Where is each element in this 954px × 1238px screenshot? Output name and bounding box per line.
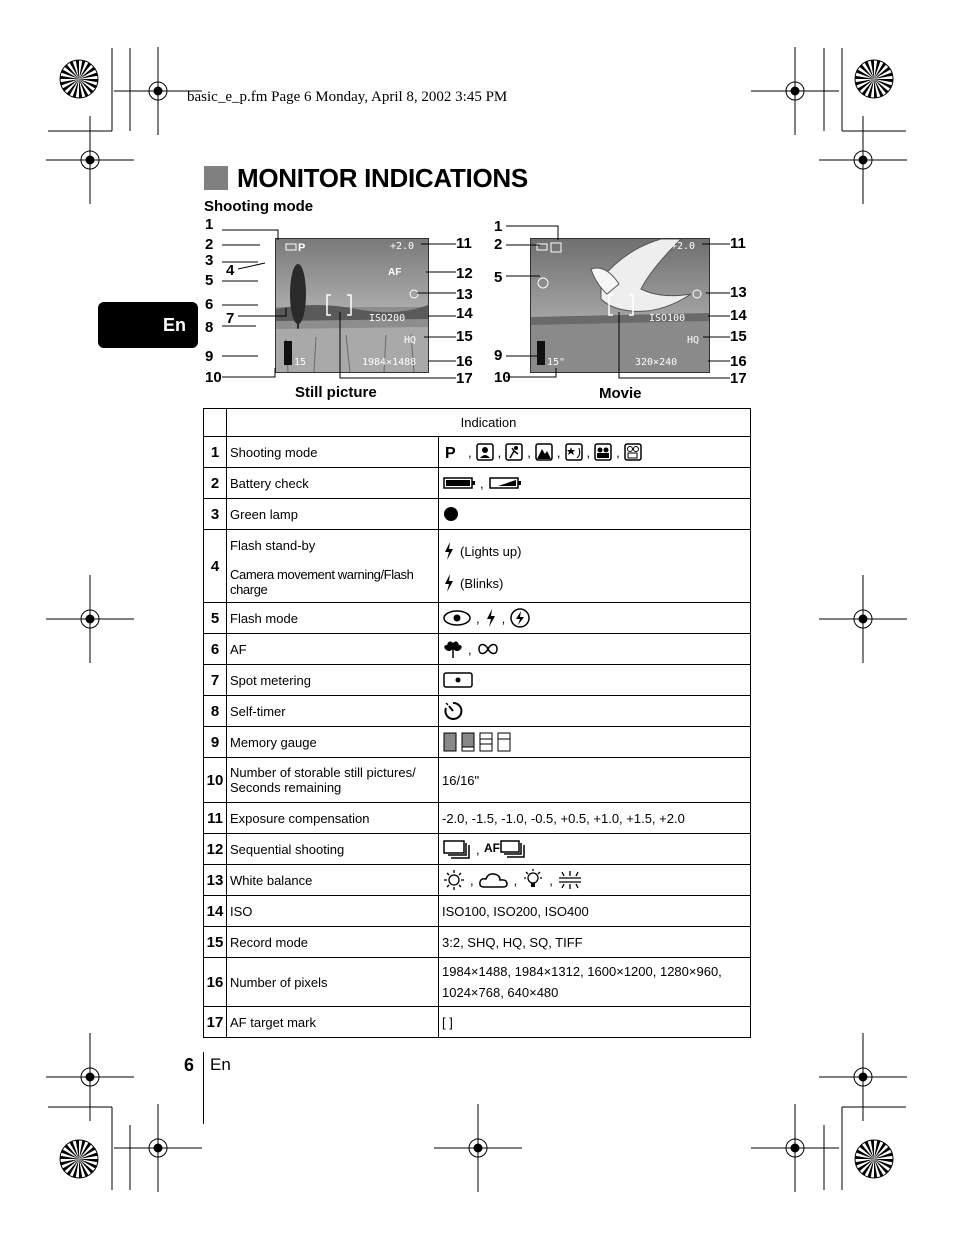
footer-divider	[203, 1052, 204, 1124]
row-number: 16	[204, 958, 227, 1007]
indication-cell	[439, 958, 751, 1007]
svg-text:P: P	[445, 445, 456, 460]
row-number: 1	[204, 437, 227, 468]
battery-full-icon	[442, 476, 476, 490]
movie-pixels-text: 320×240	[635, 357, 678, 368]
indication-text: 3:2, SHQ, HQ, SQ, TIFF	[442, 934, 583, 950]
callout-number: 15	[730, 328, 747, 345]
table-row	[204, 696, 751, 727]
row-number: 3	[204, 499, 227, 530]
item-name: Flash mode	[227, 603, 439, 634]
indication-cell	[439, 696, 751, 727]
callout-number: 1	[205, 216, 214, 233]
still-count-text: 15	[294, 357, 307, 368]
callout-number: 15	[456, 328, 473, 345]
indication-cell	[439, 927, 751, 958]
row-number: 8	[204, 696, 227, 727]
table-row	[204, 865, 751, 896]
row-number: 13	[204, 865, 227, 896]
item-name: Exposure compensation	[227, 803, 439, 834]
tungsten-icon	[521, 869, 545, 891]
callout-number: 5	[205, 272, 214, 289]
red-eye-icon	[442, 609, 472, 627]
indication-cell	[439, 665, 751, 696]
indication-cell: P , , , , , ,	[439, 437, 751, 468]
indication-cell	[439, 803, 751, 834]
table-row	[204, 530, 751, 603]
flash-standby-text: (Lights up)	[460, 543, 522, 559]
movie-icon	[624, 443, 642, 461]
callout-number: 9	[494, 347, 503, 364]
indication-text-2: 1024×768, 640×480	[442, 985, 559, 1000]
row-number: 17	[204, 1007, 227, 1038]
indication-cell: , AF	[439, 834, 751, 865]
self-timer-icon	[442, 700, 464, 722]
indication-text: 16/16"	[442, 772, 480, 788]
item-name: Self-timer	[227, 696, 439, 727]
table-row	[204, 927, 751, 958]
callout-lines	[0, 0, 954, 420]
movie-caption: Movie	[599, 385, 642, 402]
table-row	[204, 1007, 751, 1038]
table-row	[204, 665, 751, 696]
item-name	[227, 530, 439, 603]
indication-text: -2.0, -1.5, -1.0, -0.5, +0.5, +1.0, +1.5, +2.0	[442, 810, 685, 826]
indication-cell: , ,	[439, 603, 751, 634]
night-scene-icon	[565, 443, 583, 461]
af-sequential-icon	[484, 839, 528, 859]
sports-icon	[505, 443, 523, 461]
row-number: 9	[204, 727, 227, 758]
item-name: Spot metering	[227, 665, 439, 696]
footer-language: En	[210, 1055, 231, 1074]
table-row	[204, 896, 751, 927]
indication-text: [ ]	[442, 1014, 453, 1030]
flash-charge-text: (Blinks)	[460, 575, 504, 591]
callout-number: 3	[205, 252, 214, 269]
callout-number: 14	[456, 305, 473, 322]
section-subtitle: Shooting mode	[204, 198, 314, 215]
indication-cell: ,	[439, 468, 751, 499]
item-name: Number of storable still pictures/ Seconds remaining	[227, 758, 439, 803]
item-name: Green lamp	[227, 499, 439, 530]
item-name: Memory gauge	[227, 727, 439, 758]
callout-number: 10	[205, 369, 222, 386]
row-number: 12	[204, 834, 227, 865]
memory-gauge-icon	[442, 731, 514, 753]
battery-low-icon	[488, 476, 522, 490]
item-name: Shooting mode	[227, 437, 439, 468]
page-title: MONITOR INDICATIONS	[237, 163, 528, 193]
spot-metering-icon	[442, 671, 474, 689]
table-row	[204, 758, 751, 803]
callout-number: 11	[730, 235, 746, 252]
callout-number: 17	[456, 370, 473, 387]
landscape-icon	[535, 443, 553, 461]
self-portrait-icon	[594, 443, 612, 461]
still-af-text: AF	[388, 267, 402, 278]
callout-number: 9	[205, 348, 214, 365]
item-name-primary: Flash stand-by	[230, 538, 316, 553]
callout-number: 16	[456, 353, 473, 370]
indication-cell	[439, 896, 751, 927]
indication-cell	[439, 727, 751, 758]
table-row	[204, 958, 751, 1007]
callout-number: 12	[456, 265, 473, 282]
indication-cell	[439, 1007, 751, 1038]
item-name-secondary: Camera movement warning/Flash charge	[230, 567, 414, 597]
flash-off-icon	[509, 607, 531, 629]
flash-charge-icon	[442, 573, 456, 593]
row-number: 10	[204, 758, 227, 803]
item-name: Number of pixels	[227, 958, 439, 1007]
row-number: 11	[204, 803, 227, 834]
movie-exposure-text: +2.0	[671, 241, 696, 252]
callout-number: 5	[494, 269, 503, 286]
item-name: Record mode	[227, 927, 439, 958]
table-row	[204, 727, 751, 758]
portrait-icon	[476, 443, 494, 461]
callout-number: 11	[456, 235, 472, 252]
row-number: 14	[204, 896, 227, 927]
callout-number: 1	[494, 218, 503, 235]
indication-cell	[439, 758, 751, 803]
program-icon	[442, 444, 464, 460]
page-number: 6	[184, 1055, 195, 1075]
indication-cell	[439, 499, 751, 530]
movie-quality-text: HQ	[687, 335, 700, 346]
sunny-icon	[442, 869, 466, 891]
indication-table	[203, 408, 751, 1038]
movie-count-text: 15"	[547, 357, 566, 368]
still-quality-text: HQ	[404, 335, 417, 346]
fluorescent-icon	[557, 870, 583, 890]
callout-number: 13	[456, 286, 473, 303]
item-name: AF	[227, 634, 439, 665]
svg-text:AF: AF	[483, 841, 500, 855]
callout-number: 10	[494, 369, 511, 386]
file-header: basic_e_p.fm Page 6 Monday, April 8, 2002 3:45 PM	[187, 89, 508, 105]
table-row	[204, 603, 751, 634]
callout-number: 2	[205, 236, 214, 253]
macro-icon	[442, 639, 464, 659]
item-name: White balance	[227, 865, 439, 896]
callout-number: 4	[226, 262, 235, 279]
still-pixels-text: 1984×1488	[362, 357, 417, 368]
svg-text:P: P	[298, 242, 306, 254]
table-row	[204, 803, 751, 834]
item-name: Battery check	[227, 468, 439, 499]
callout-number: 8	[205, 319, 214, 336]
row-number: 4	[204, 530, 227, 603]
table-row	[204, 634, 751, 665]
fill-in-flash-icon	[484, 608, 498, 628]
callout-number: 7	[226, 310, 235, 327]
item-name: ISO	[227, 896, 439, 927]
table-row	[204, 499, 751, 530]
item-name: Sequential shooting	[227, 834, 439, 865]
row-number: 7	[204, 665, 227, 696]
flash-standby-icon	[442, 541, 456, 561]
indication-text: ISO100, ISO200, ISO400	[442, 903, 589, 919]
callout-number: 16	[730, 353, 747, 370]
infinity-icon	[476, 642, 500, 656]
callout-number: 17	[730, 370, 747, 387]
language-tab: En	[98, 302, 198, 348]
row-number: 2	[204, 468, 227, 499]
still-caption: Still picture	[295, 384, 377, 401]
table-row	[204, 468, 751, 499]
callout-number: 14	[730, 307, 747, 324]
callout-number: 13	[730, 284, 747, 301]
item-name: AF target mark	[227, 1007, 439, 1038]
still-exposure-text: +2.0	[390, 241, 415, 252]
table-row	[204, 437, 751, 468]
callout-number: 2	[494, 236, 503, 253]
callout-number: 6	[205, 296, 214, 313]
sequential-icon	[442, 839, 472, 859]
row-number: 15	[204, 927, 227, 958]
indication-cell: , , ,	[439, 865, 751, 896]
indication-cell: ,	[439, 634, 751, 665]
still-iso-text: ISO200	[369, 313, 406, 324]
row-number: 5	[204, 603, 227, 634]
row-number: 6	[204, 634, 227, 665]
movie-iso-text: ISO100	[649, 313, 686, 324]
cloudy-icon	[478, 870, 510, 890]
indication-text: 1984×1488, 1984×1312, 1600×1200, 1280×960,	[442, 964, 722, 979]
table-row	[204, 834, 751, 865]
indication-cell	[439, 530, 751, 603]
table-header: Indication	[227, 409, 751, 437]
green-lamp-icon	[442, 505, 460, 523]
